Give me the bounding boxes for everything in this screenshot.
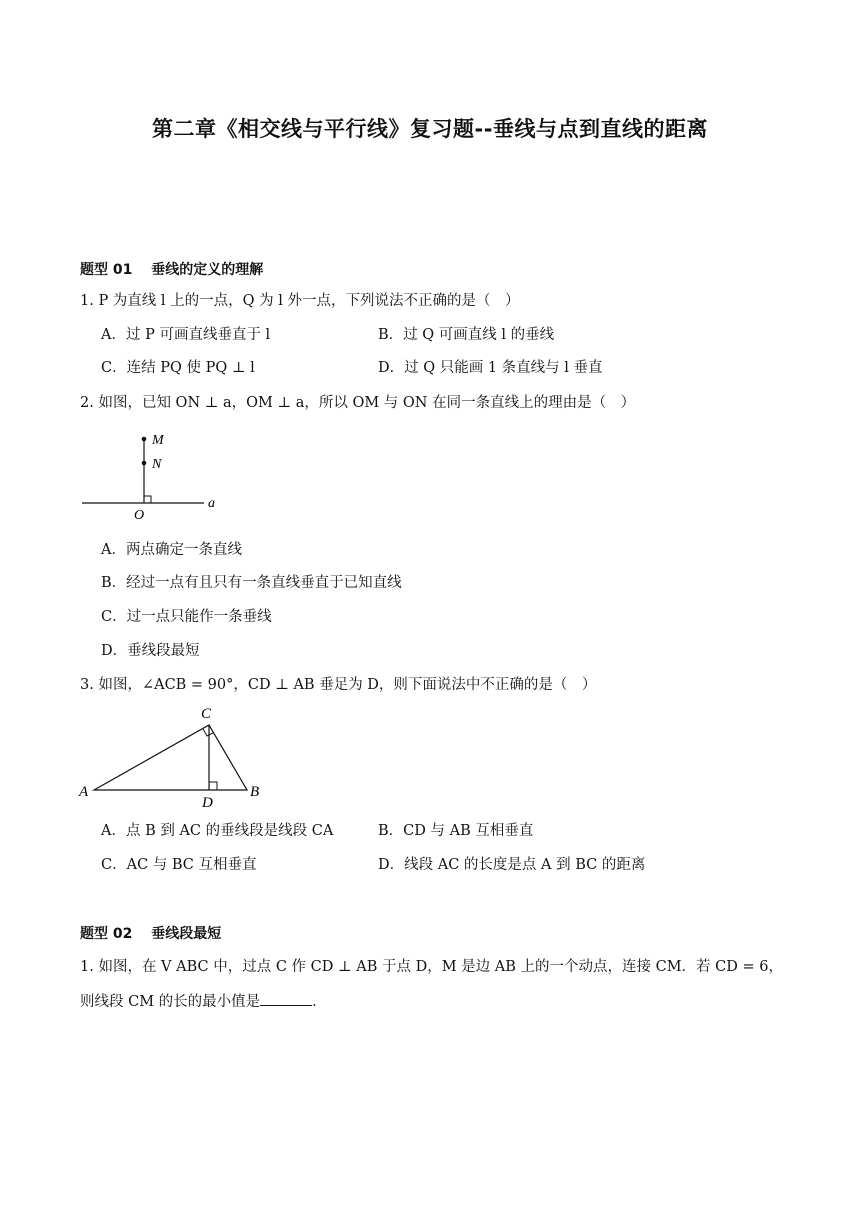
label-n: N [152,457,162,472]
question-1-stem: 1. P 为直线 l 上的一点，Q 为 l 外一点，下列说法不正确的是（ ） [80,293,520,309]
section-header-01: 题型 01 垂线的定义的理解 [80,262,264,278]
question-s2-1-line1: 1. 如图，在 V ABC 中，过点 C 作 CD ⊥ AB 于点 D，M 是边 AB 上的一个动点，连接 CM．若 CD = 6， [80,959,783,975]
label-c: C [201,706,212,722]
point-m [142,437,147,442]
q1-option-d: D．过 Q 只能画 1 条直线与 l 垂直 [378,360,603,376]
q2-option-b: B．经过一点有且只有一条直线垂直于已知直线 [101,575,402,591]
q2-option-c: C．过一点只能作一条垂线 [101,609,272,625]
answer-blank[interactable] [260,991,312,1006]
q1-option-c: C．连结 PQ 使 PQ ⊥ l [101,360,255,376]
question-s2-1-line2 [80,991,327,1012]
q3-option-a: A．点 B 到 AC 的垂线段是线段 CA [101,823,334,839]
q2-option-d: D．垂线段最短 [101,643,200,659]
q3-option-b: B．CD 与 AB 互相垂直 [378,823,534,839]
q1-option-a: A．过 P 可画直线垂直于 l [101,327,271,343]
triangle-abc [94,725,247,790]
question-s2-1-end: ． [312,994,327,1010]
label-o: O [134,508,145,523]
question-3-stem: 3. 如图，∠ACB = 90°，CD ⊥ AB 垂足为 D，则下面说法中不正确的是（ ） [80,677,597,693]
label-b: B [250,784,260,800]
section-header-02: 题型 02 垂线段最短 [80,926,222,942]
figure-perpendicular-line [78,425,238,525]
point-n [142,461,147,466]
label-a: a [208,496,215,511]
figure-right-triangle [76,703,276,813]
q3-option-c: C．AC 与 BC 互相垂直 [101,857,257,873]
q3-option-d: D．线段 AC 的长度是点 A 到 BC 的距离 [378,857,646,873]
right-angle-mark-d [209,782,217,790]
right-angle-mark [144,496,151,503]
q1-option-b: B．过 Q 可画直线 l 的垂线 [378,327,555,343]
label-a: A [79,784,89,800]
question-s2-1-text: 则线段 CM 的长的最小值是 [80,994,261,1010]
q2-option-a: A．两点确定一条直线 [101,542,242,558]
page-title: 第二章《相交线与平行线》复习题--垂线与点到直线的距离 [152,117,708,141]
question-2-stem: 2. 如图，已知 ON ⊥ a，OM ⊥ a，所以 OM 与 ON 在同一条直线上的理由是（ ） [80,395,636,411]
label-d: D [202,795,213,811]
label-m: M [152,433,164,448]
